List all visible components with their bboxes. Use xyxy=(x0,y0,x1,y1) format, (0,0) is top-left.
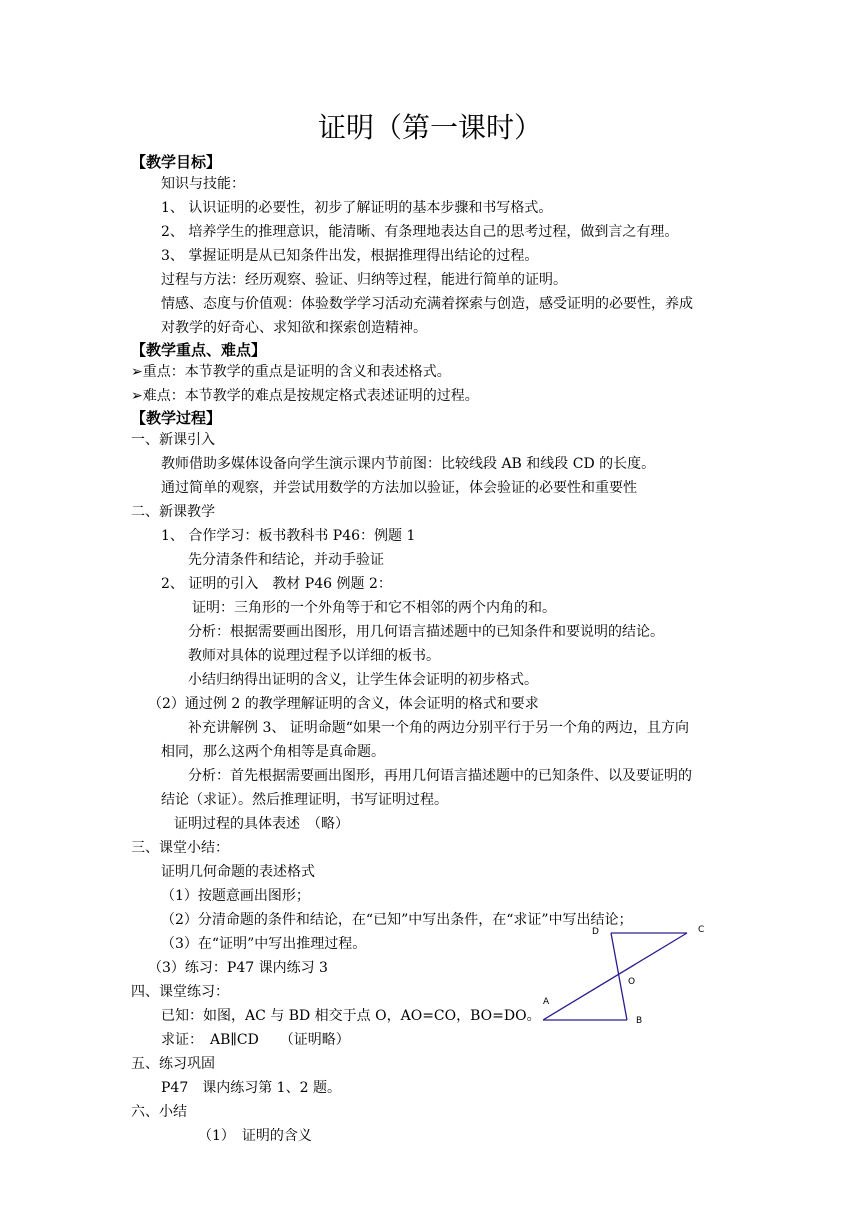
arrow-bullet-icon: ➢ xyxy=(131,388,143,404)
section-heading-process: 【教学过程】 xyxy=(131,409,222,427)
example-3-analysis-1: 分析：首先根据需要画出图形，再用几何语言描述题中的已知条件、以及要证明的 xyxy=(188,768,692,784)
objective-item-3: 3、 掌握证明是从已知条件出发，根据推理得出结论的过程。 xyxy=(161,248,539,264)
part-2-item-2: 2、 证明的引入 教材 P46 例题 2： xyxy=(161,576,392,592)
part-3-line-2: （2）分清命题的条件和结论，在“已知”中写出条件，在“求证”中写出结论； xyxy=(161,912,633,928)
segment-ac xyxy=(543,933,687,1020)
section-heading-objectives: 【教学目标】 xyxy=(131,153,222,171)
difficult-point-item xyxy=(131,386,479,406)
arrow-bullet-icon: ➢ xyxy=(131,364,143,380)
geometry-figure xyxy=(530,918,720,1034)
example-3-analysis-2: 结论（求证）。然后推理证明，书写证明过程。 xyxy=(161,792,448,808)
difficult-point-text: 难点：本节教学的难点是按规定格式表述证明的过程。 xyxy=(142,388,479,404)
process-method: 过程与方法：经历观察、验证、归纳等过程，能进行简单的证明。 xyxy=(161,272,567,288)
part-4-given: 已知：如图，AC 与 BD 相交于点 O，AO=CO，BO=DO。 xyxy=(161,1008,541,1024)
segment-db xyxy=(611,933,627,1020)
part-2-item-2-board: 教师对具体的说理过程予以详细的板书。 xyxy=(188,648,440,664)
example-3-line-2: 相同，那么这两个角相等是真命题。 xyxy=(161,744,385,760)
key-point-text: 重点：本节教学的重点是证明的含义和表述格式。 xyxy=(142,364,451,380)
part-3-line-4: （3）练习：P47 课内练习 3 xyxy=(148,960,328,976)
label-b: B xyxy=(636,1016,643,1026)
part-2-item-1: 1、 合作学习：板书教科书 P46：例题 1 xyxy=(161,528,416,544)
part-3-heading: 三、课堂小结： xyxy=(131,840,229,856)
part-3-line-0: 证明几何命题的表述格式 xyxy=(161,864,315,880)
label-o: O xyxy=(628,977,636,987)
objective-item-2: 2、 培养学生的推理意识，能清晰、有条理地表达自己的思考过程，做到言之有理。 xyxy=(161,224,679,240)
part-2-item-2-proof: 证明：三角形的一个外角等于和它不相邻的两个内角的和。 xyxy=(192,600,556,616)
label-c: C xyxy=(698,925,705,935)
label-a: A xyxy=(543,997,550,1007)
section-heading-key-points: 【教学重点、难点】 xyxy=(131,341,267,359)
part-5-line-1: P47 课内练习第 1、2 题。 xyxy=(161,1080,341,1096)
part-2-item-1-sub: 先分清条件和结论，并动手验证 xyxy=(188,552,384,568)
part-1-line-2: 通过简单的观察，并尝试用数学的方法加以验证，体会验证的必要性和重要性 xyxy=(161,480,637,496)
part-5-heading: 五、练习巩固 xyxy=(131,1056,215,1072)
proof-detail: 证明过程的具体表述 （略） xyxy=(174,816,349,832)
part-2-heading: 二、新课教学 xyxy=(131,504,215,520)
page-title: 证明（第一课时） xyxy=(317,111,542,144)
part-4-prove: 求证： AB∥CD （证明略） xyxy=(161,1032,350,1048)
emotion-line-2: 对教学的好奇心、求知欲和探索创造精神。 xyxy=(161,320,427,336)
part-4-heading: 四、课堂练习： xyxy=(131,984,229,1000)
part-1-heading: 一、新课引入 xyxy=(131,432,215,448)
part-6-heading: 六、小结 xyxy=(131,1104,187,1120)
part-3-line-3: （3）在“证明”中写出推理过程。 xyxy=(161,936,367,952)
part-1-line-1: 教师借助多媒体设备向学生演示课内节前图：比较线段 AB 和线段 CD 的长度。 xyxy=(161,456,656,472)
part-2-item-2-summary: 小结归纳得出证明的含义，让学生体会证明的初步格式。 xyxy=(188,672,538,688)
key-point-item xyxy=(131,362,451,382)
part-2-paragraph-2: （2）通过例 2 的教学理解证明的含义，体会证明的格式和要求 xyxy=(148,696,539,712)
example-3-line-1: 补充讲解例 3、 证明命题“如果一个角的两边分别平行于另一个角的两边，且方向 xyxy=(188,720,689,736)
label-d: D xyxy=(592,927,599,937)
part-6-line-1: （1） 证明的含义 xyxy=(198,1128,312,1144)
objective-item-1: 1、 认识证明的必要性，初步了解证明的基本步骤和书写格式。 xyxy=(161,200,553,216)
part-2-item-2-analysis: 分析：根据需要画出图形，用几何语言描述题中的已知条件和要说明的结论。 xyxy=(188,624,664,640)
knowledge-label: 知识与技能： xyxy=(161,176,245,192)
emotion-line-1: 情感、态度与价值观：体验数学学习活动充满着探索与创造，感受证明的必要性，养成 xyxy=(161,296,693,312)
part-3-line-1: （1）按题意画出图形； xyxy=(161,888,310,904)
